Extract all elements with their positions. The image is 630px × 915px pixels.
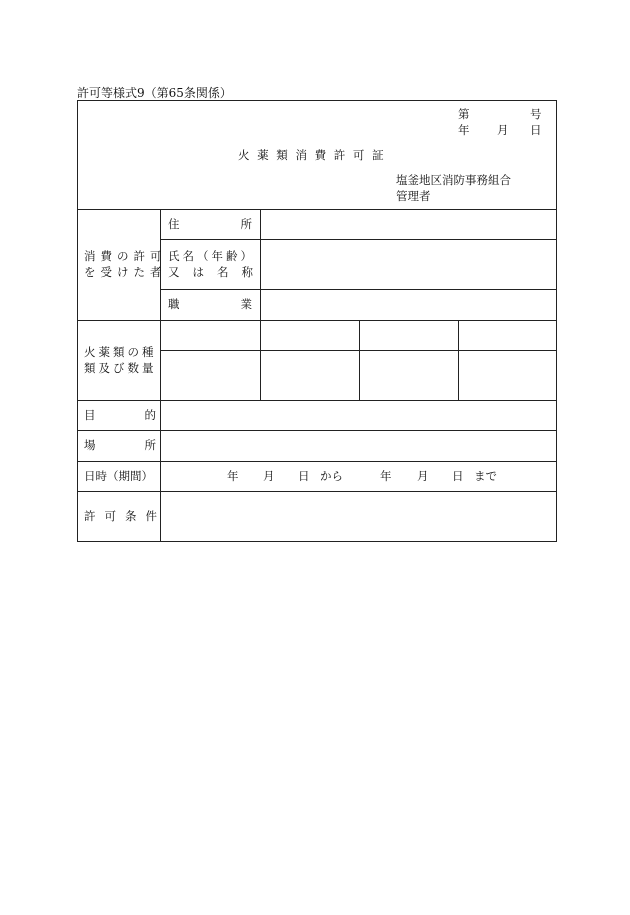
occupation-label-text: 職業: [168, 297, 313, 311]
from-month: 月: [263, 469, 275, 483]
purpose-label-text: 目的: [84, 408, 205, 422]
explosives-col-divider-3: [458, 320, 459, 400]
divider-purpose: [78, 430, 556, 431]
header-divider: [78, 209, 556, 210]
permittee-label-line2-text: を受けた者: [84, 265, 167, 279]
occupation-label: [168, 299, 313, 311]
address-label: [168, 217, 313, 231]
place-label-text: 場所: [84, 438, 205, 452]
address-label-text: 住所: [168, 217, 313, 231]
datetime-label-text: 日時（期間）: [84, 469, 153, 483]
date-month-label: 月: [497, 123, 509, 137]
number-go-label: 号: [530, 107, 542, 121]
explosives-col-divider-2: [359, 320, 360, 400]
divider-datetime: [78, 491, 556, 492]
to-year: 年: [380, 469, 392, 483]
date-year-label: 年: [458, 123, 470, 137]
name-label-line2: [168, 267, 266, 279]
permit-form: [77, 100, 557, 542]
permittee-label-line1-text: 消費の許可: [84, 249, 167, 263]
purpose-label: [84, 410, 205, 422]
divider-explosives: [78, 400, 556, 401]
to-suffix: まで: [474, 469, 497, 483]
divider-permittee: [78, 320, 556, 321]
form-caption: 許可等様式9（第65条関係）: [77, 86, 232, 100]
explosives-label-line2-text: 類及び数量: [84, 361, 157, 375]
place-label: [84, 440, 205, 452]
from-year: 年: [227, 469, 239, 483]
conditions-label: [84, 511, 166, 523]
name-label-line2-text: 又は名称: [168, 265, 266, 279]
divider-address: [161, 239, 556, 240]
to-month: 月: [417, 469, 429, 483]
divider-name: [161, 289, 556, 290]
issuer-role: 管理者: [396, 189, 431, 203]
number-dai-label: 第: [458, 107, 470, 121]
datetime-label: [84, 471, 153, 483]
name-label-line1: [168, 251, 255, 263]
explosives-label-line2: [84, 363, 157, 375]
from-day: 日: [298, 469, 310, 483]
explosives-label-line1-text: 火薬類の種: [84, 345, 157, 359]
permittee-label-line1: [84, 249, 167, 263]
from-suffix: から: [320, 469, 343, 483]
permittee-label-line2: [84, 265, 167, 279]
to-day: 日: [452, 469, 464, 483]
name-label-line1-text: 氏名（年齢）: [168, 249, 255, 263]
explosives-label-line1: [84, 347, 157, 359]
issuer-organization: 塩釜地区消防事務組合: [396, 173, 511, 187]
document-title: 火 薬 類 消 費 許 可 証: [238, 148, 386, 162]
date-day-label: 日: [530, 123, 542, 137]
conditions-label-text: 許可条件: [84, 509, 166, 523]
divider-place: [78, 461, 556, 462]
